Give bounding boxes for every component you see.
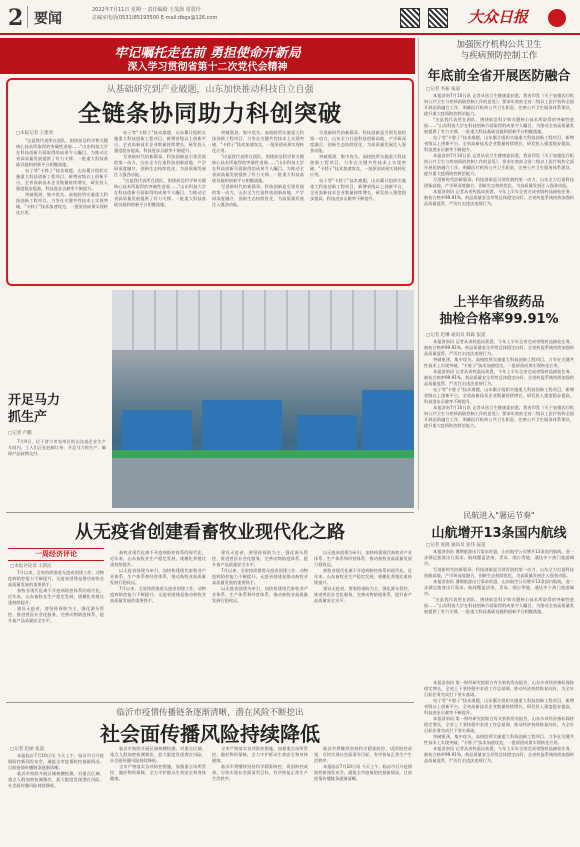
bottom-subheadline: 临沂市疫情传播链条逐渐清晰，潜在风险不断挖出	[116, 708, 304, 718]
lead-headline: 全链条协同助力科创突破	[78, 100, 342, 127]
qr-code-icon	[400, 8, 420, 28]
right-low-headline: 山航增开13条国内航线	[431, 526, 567, 541]
right-top-byline: □记者 李振 报道	[426, 87, 461, 92]
feature-byline: □本报评论员 王新民	[10, 564, 52, 569]
right-top-subheadline: 加强医疗机构公共卫生 与疾病预防控制工作	[456, 40, 542, 61]
machine-shape	[297, 415, 357, 450]
newspaper-logo: 大众日报	[468, 8, 529, 26]
right-low-byline: □记者 张晓 通讯员 张伟 报道	[426, 543, 486, 548]
right-mid-body: 本报济南讯 记者从省药监局获悉，今年上半年全省完成省级药品抽检任务，抽检合格率99.91%，药品质量安全形势总体稳定向好。全省药监系统持续加强药品质量监管，严厉打击违法违规行为。 突破瓶颈，集中攻关。高校院所实施重大科技创新工程项目，力争在关键共性技术上实现突破，"卡脖子"技术加速攻克，一批原创成果实现转化应用。 本报济南讯 记者从省药监局获悉，今年上半年全省完成省级药品抽检任务，抽检合格率99.91%，药品质量安全形势总体稳定向好。全省药监系统持续加强药品质量监管，严厉打击违法违规行为。 电子等"卡脖子"技术难题，山东累计组织实施重大科技创新工程项目，新增省级以上创新平台，全省高新技术企业数量持续增长，研发投入强度稳步提高，科技进步贡献率不断提升。 本报济南7月10日讯 记者从省卫生健康委获悉，我省印发《关于加强医疗机构公共卫生与疾病预防控制工作的意见》，要求年底前全省二级以上医疗机构全面开展医防融合工作，明确医疗机构公共卫生职责，完善公共卫生服务体系建设，提升重大疫情防控救治能力。	[424, 339, 574, 428]
lead-article-highlight	[6, 78, 414, 286]
campaign-banner	[0, 38, 415, 74]
feature-column-3: 建设无疫省，要坚持预防为主，强化源头管控，推进兽医社会化服务，完善动物防疫体系，提升畜产品质量安全水平。 7月以来，全省持续推进无疫省创建工作，动物疫病防控能力不断提升。无疫省创建是推动畜牧业高质量发展的重要抓手。 以无疫省创建为牵引，加快构建现代畜牧业产业体系、生产体系和经营体系，推动畜牧业高质量发展行稳致远。	[212, 550, 308, 603]
right-top-body: 本报济南7月10日讯 记者从省卫生健康委获悉，我省印发《关于加强医疗机构公共卫生与疾病预防控制工作的意见》，要求年底前全省二级以上医疗机构全面开展医防融合工作，明确医疗机构公共卫生职责，完善公共卫生服务体系建设，提升重大疫情防控救治能力。 "这是我代表所在团队，围绕前沿科学和关键核心技术所取得的突破性进展……"山东科技大学在科技创新方面取得的成果令人瞩目，为推动全省高质量发展提供了有力支撑。一批重大科技基础设施和创新平台相继落地。 电子等"卡脖子"技术难题，山东累计组织实施重大科技创新工程项目，新增省级以上创新平台，全省高新技术企业数量持续增长，研发投入强度稳步提高，科技进步贡献率不断提升。 本报济南7月10日讯 记者从省卫生健康委获悉，我省印发《关于加强医疗机构公共卫生与疾病预防控制工作的意见》，要求年底前全省二级以上医疗机构全面开展医防融合工作，明确医疗机构公共卫生职责，完善公共卫生服务体系建设，提升重大疫情防控救治能力。 写进新时代的新篇章。科技创新是引领发展的第一动力，山东全力打造科技创新高地，产学研深度融合，创新生态持续优化，为高质量发展注入强劲动能。 本报济南讯 记者从省药监局获悉，今年上半年全省完成省级药品抽检任务，抽检合格率99.91%，药品质量安全形势总体稳定向好。全省药监系统持续加强药品质量监管，严厉打击违法违规行为。	[424, 93, 574, 206]
right-bottom-body: 本报济南讯 第一财经研究院联合有关机构发布报告，山东多项经济指标保持稳定增长，全省上下坚持稳中求进工作总基调，推动经济持续恢复向好，为全年目标任务完成打下坚实基础。 电子等"卡脖子"技术难题，山东累计组织实施重大科技创新工程项目，新增省级以上创新平台，全省高新技术企业数量持续增长，研发投入强度稳步提高，科技进步贡献率不断提升。 本报济南讯 第一财经研究院联合有关机构发布报告，山东多项经济指标保持稳定增长，全省上下坚持稳中求进工作总基调，推动经济持续恢复向好，为全年目标任务完成打下坚实基础。 突破瓶颈，集中攻关。高校院所实施重大科技创新工程项目，力争在关键共性技术上实现突破，"卡脖子"技术加速攻克，一批原创成果实现转化应用。 本报济南讯 记者从省药监局获悉，今年上半年全省完成省级药品抽检任务，抽检合格率99.91%，药品质量安全形势总体稳定向好。全省药监系统持续加强药品质量监管，严厉打击违法违规行为。	[424, 680, 574, 763]
masthead-meta-1: 2022年7月11日 星期一 责任编辑 王茂海 常震玲	[92, 7, 201, 13]
masthead-meta-2: 总编室电话(0531)85193500 E-mail:dbgx@126.com	[92, 15, 218, 21]
lead-column-3: 突破瓶颈，集中攻关。高校院所实施重大科技创新工程项目，力争在关键共性技术上实现突破，"卡脖子"技术加速攻克，一批原创成果实现转化应用。 "这是我代表所在团队，围绕前沿科学和关键核心技术所取得的突破性进展……"山东科技大学在科技创新方面取得的成果令人瞩目，为推动全省高质量发展提供了有力支撑。一批重大科技基础设施和创新平台相继落地。 写进新时代的新篇章。科技创新是引领发展的第一动力，山东全力打造科技创新高地，产学研深度融合，创新生态持续优化，为高质量发展注入强劲动能。	[212, 130, 304, 207]
bottom-column-2: 临沂市持续开展区域核酸检测，对重点区域、重点人群加密检测频次，最大限度发现潜在风险，社会面传播风险持续降低。 全市严格落实各项防控措施，加强重点场所管控，做好物资保障，全力守护群众生命安全和身体健康。	[110, 746, 206, 781]
section-rule	[6, 702, 414, 703]
photo-caption-credit: □记者 卢鹏	[8, 431, 32, 436]
masthead-divider	[27, 6, 28, 28]
section-name: 要闻	[34, 11, 62, 27]
lead-column-1: "这是我代表所在团队，围绕前沿科学和关键核心技术所取得的突破性进展……"山东科技大学在科技创新方面取得的成果令人瞩目，为推动全省高质量发展提供了有力支撑。一批重大科技基础设施和创新平台相继落地。 电子等"卡脖子"技术难题，山东累计组织实施重大科技创新工程项目，新增省级以上创新平台，全省高新技术企业数量持续增长，研发投入强度稳步提高，科技进步贡献率不断提升。 突破瓶颈，集中攻关。高校院所实施重大科技创新工程项目，力争在关键共性技术上实现突破，"卡脖子"技术加速攻克，一批原创成果实现转化应用。	[16, 138, 108, 215]
photo-caption-text: 7月9日，位于济宁市兖州区的山东某企业生产车间内，工人们正在赶制订单，开足马力抓生产，确保产品按期交付。	[8, 439, 106, 456]
column-divider	[418, 38, 419, 510]
machine-shape	[202, 400, 282, 450]
factory-photo	[112, 290, 414, 508]
photo-caption-title: 开足马力 抓生产	[8, 393, 61, 425]
lead-subheadline: 从基础研究到产业破题，山东加快推动科技自立自强	[106, 85, 314, 95]
right-low-body: 本报济南讯 暑期旅游出行需求旺盛，山东航空公司增开13条国内航线，进一步满足旅客出行需求。航线覆盖济南、青岛、烟台等地，通达多个热门旅游城市。 写进新时代的新篇章。科技创新是引领发展的第一动力，山东全力打造科技创新高地，产学研深度融合，创新生态持续优化，为高质量发展注入强劲动能。 本报济南讯 暑期旅游出行需求旺盛，山东航空公司增开13条国内航线，进一步满足旅客出行需求。航线覆盖济南、青岛、烟台等地，通达多个热门旅游城市。 "这是我代表所在团队，围绕前沿科学和关键核心技术所取得的突破性进展……"山东科技大学在科技创新方面取得的成果令人瞩目，为推动全省高质量发展提供了有力支撑。一批重大科技基础设施和创新平台相继落地。	[424, 549, 574, 614]
lead-byline: □本报记者 王建勇	[16, 131, 54, 136]
masthead	[0, 0, 580, 38]
bottom-column-1: 本报临沂7月10日讯 今天上午，临沂市召开疫情防控新闻发布会，通报全市疫情防控最新情况。目前疫情传播链条逐渐清晰。 临沂市持续开展区域核酸检测，对重点区域、重点人群加密检测频次，最大限度发现潜在风险，社会面传播风险持续降低。	[8, 753, 104, 788]
column-tag: 一周经济评论	[8, 548, 104, 561]
feature-headline: 从无疫省创建看畜牧业现代化之路	[75, 522, 345, 543]
factory-floor	[112, 458, 414, 508]
factory-ceiling	[112, 290, 414, 350]
lead-column-2: 电子等"卡脖子"技术难题，山东累计组织实施重大科技创新工程项目，新增省级以上创新平台，全省高新技术企业数量持续增长，研发投入强度稳步提高，科技进步贡献率不断提升。 写进新时代的新篇章。科技创新是引领发展的第一动力，山东全力打造科技创新高地，产学研深度融合，创新生态持续优化，为高质量发展注入强劲动能。 "这是我代表所在团队，围绕前沿科学和关键核心技术所取得的突破性进展……"山东科技大学在科技创新方面取得的成果令人瞩目，为推动全省高质量发展提供了有力支撑。一批重大科技基础设施和创新平台相继落地。	[114, 130, 206, 207]
logo-emblem-icon	[548, 9, 566, 27]
feature-column-2: 畜牧业现代化离不开疫病防控体系的现代化。近年来，山东畜牧业生产稳定发展，规模化养殖比重持续提升。 以无疫省创建为牵引，加快构建现代畜牧业产业体系、生产体系和经营体系，推动畜牧业高质量发展行稳致远。 7月以来，全省持续推进无疫省创建工作，动物疫病防控能力不断提升。无疫省创建是推动畜牧业高质量发展的重要抓手。	[110, 550, 206, 603]
bottom-byline: □记者 赵丽 报道	[10, 747, 45, 752]
bottom-column-4: 临沂市将继续坚持科学精准防控，巩固防控成果，尽快实现社会面清零目标，有序恢复正常生产生活秩序。 本报临沂7月10日讯 今天上午，临沂市召开疫情防控新闻发布会，通报全市疫情防控最新情况。目前疫情传播链条逐渐清晰。	[314, 746, 412, 781]
section-rule	[6, 512, 414, 513]
bottom-column-3: 全市严格落实各项防控措施，加强重点场所管控，做好物资保障，全力守护群众生命安全和身体健康。 临沂市将继续坚持科学精准防控，巩固防控成果，尽快实现社会面清零目标，有序恢复正常生产生活秩序。	[212, 746, 308, 781]
photo-caption	[8, 392, 106, 479]
feature-column-4: 以无疫省创建为牵引，加快构建现代畜牧业产业体系、生产体系和经营体系，推动畜牧业高质量发展行稳致远。 畜牧业现代化离不开疫病防控体系的现代化。近年来，山东畜牧业生产稳定发展，规模化养殖比重持续提升。 建设无疫省，要坚持预防为主，强化源头管控，推进兽医社会化服务，完善动物防疫体系，提升畜产品质量安全水平。	[314, 550, 412, 603]
page-number: 2	[8, 5, 24, 31]
lead-column-4: 写进新时代的新篇章。科技创新是引领发展的第一动力，山东全力打造科技创新高地，产学研深度融合，创新生态持续优化，为高质量发展注入强劲动能。 突破瓶颈，集中攻关。高校院所实施重大科技创新工程项目，力争在关键共性技术上实现突破，"卡脖子"技术加速攻克，一批原创成果实现转化应用。 电子等"卡脖子"技术难题，山东累计组织实施重大科技创新工程项目，新增省级以上创新平台，全省高新技术企业数量持续增长，研发投入强度稳步提高，科技进步贡献率不断提升。	[310, 130, 406, 201]
floor-stripe	[112, 450, 414, 458]
right-low-subheadline: 民航进入"暑运节奏"	[463, 511, 535, 520]
feature-column-1: 7月以来，全省持续推进无疫省创建工作，动物疫病防控能力不断提升。无疫省创建是推动畜牧业高质量发展的重要抓手。 畜牧业现代化离不开疫病防控体系的现代化。近年来，山东畜牧业生产稳定发展，规模化养殖比重持续提升。 建设无疫省，要坚持预防为主，强化源头管控，推进兽医社会化服务，完善动物防疫体系，提升畜产品质量安全水平。	[8, 570, 104, 623]
right-mid-headline: 上半年省级药品 抽检合格率99.91%	[439, 295, 559, 327]
right-top-headline: 年底前全省开展医防融合	[427, 69, 571, 84]
masthead-rule	[0, 33, 580, 35]
masthead-info	[92, 6, 217, 22]
banner-subtitle: 深入学习贯彻省第十二次党代会精神	[127, 62, 288, 73]
qr-code-icon	[428, 8, 448, 28]
right-mid-byline: □记者 赵琳 通讯员 韩霖 报道	[426, 333, 486, 338]
banner-slogan: 牢记嘱托走在前 勇担使命开新局	[114, 46, 301, 61]
machine-shape	[122, 410, 192, 450]
bottom-headline: 社会面传播风险持续降低	[100, 722, 320, 746]
